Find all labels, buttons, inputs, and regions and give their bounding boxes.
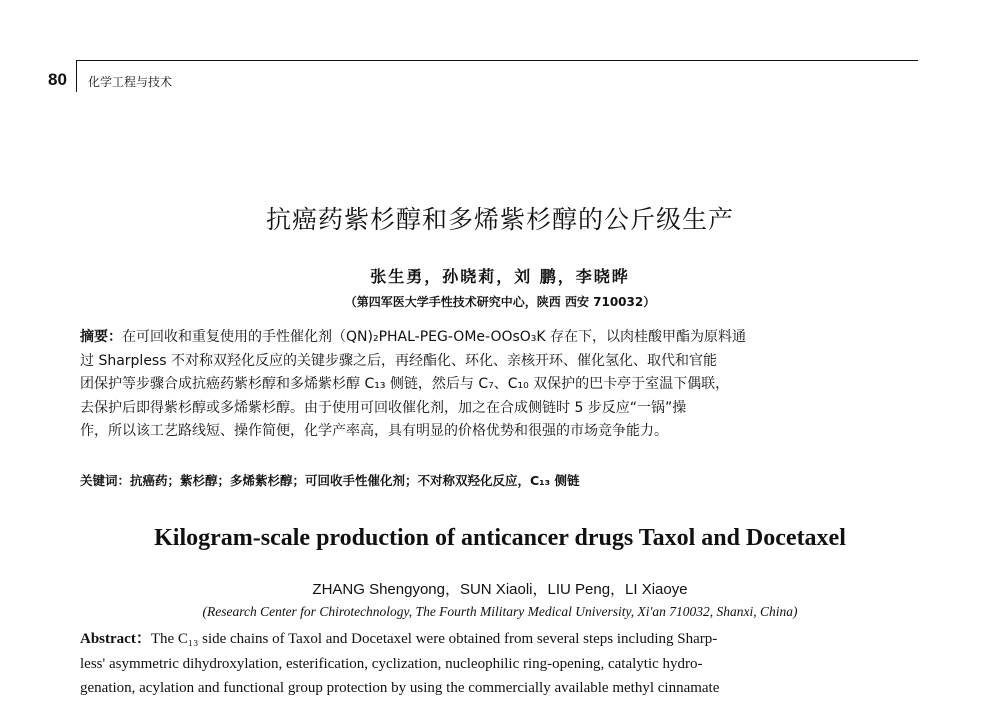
english-affiliation: (Research Center for Chirotechnology, The Fourth Military Medical University, Xi'an 710032, Shanxi, China) (202, 604, 798, 619)
chinese-abstract-line-1 (80, 326, 920, 350)
chinese-abstract (80, 326, 920, 444)
running-header (48, 60, 918, 94)
english-abstract (80, 627, 920, 701)
english-abstract-label: Abstract： (80, 631, 151, 647)
chinese-abstract-line-4: 去保护后即得紫杉醇或多烯紫杉醇。由于使用可回收催化剂，加之在合成侧链时 5 步反应“一锅”操 (80, 399, 687, 416)
chinese-abstract-line-5: 作，所以该工艺路线短、操作简便，化学产率高，具有明显的价格优势和很强的市场竞争能力。 (80, 423, 668, 440)
english-abstract-line-1 (80, 627, 920, 652)
chinese-abstract-line-3: 团保护等步骤合成抗癌药紫杉醇和多烯紫杉醇 C₁₃ 侧链，然后与 C₇、C₁₀ 双保护的巴卡亭于室温下偶联， (80, 376, 730, 393)
header-rule (76, 60, 918, 61)
chinese-abstract-line-2: 过 Sharpless 不对称双羟化反应的关键步骤之后，再经酯化、环化、亲核开环、催化氢化、取代和官能 (80, 352, 717, 369)
chinese-title: 抗癌药紫杉醇和多烯紫杉醇的公斤级生产 (265, 205, 734, 234)
chinese-abstract-text: 在可回收和重复使用的手性催化剂（QN)₂PHAL-PEG-OMe-OOsO₃K 存在下，以肉桂酸甲酯为原料通 (122, 329, 747, 345)
english-abstract-line-2: less' asymmetric dihydroxylation, esterification, cyclization, nucleophilic ring-opening, catalytic hydro- (80, 655, 703, 672)
english-abstract-line-3: genation, acylation and functional group protection by using the commercially available methyl cinnamate (80, 680, 720, 696)
chinese-affiliation: （第四军医大学手性技术研究中心，陕西 西安 710032） (344, 295, 656, 309)
english-title: Kilogram-scale production of anticancer drugs Taxol and Docetaxel (154, 525, 846, 551)
chinese-abstract-label: 摘要： (80, 329, 122, 345)
chinese-authors: 张生勇，孙晓莉，刘 鹏，李晓晔 (370, 267, 630, 286)
english-abstract-text: The C₁₃ side chains of Taxol and Docetaxel were obtained from several steps including Sharp- (150, 631, 718, 647)
english-authors: ZHANG Shengyong，SUN Xiaoli，LIU Peng，LI Xiaoye (312, 581, 688, 598)
page-number: 80 (48, 70, 67, 89)
chinese-keywords: 关键词：抗癌药；紫杉醇；多烯紫杉醇；可回收手性催化剂；不对称双羟化反应，C₁₃ 侧链 (80, 473, 580, 488)
journal-name: 化学工程与技术 (88, 75, 173, 89)
header-divider (76, 60, 77, 92)
